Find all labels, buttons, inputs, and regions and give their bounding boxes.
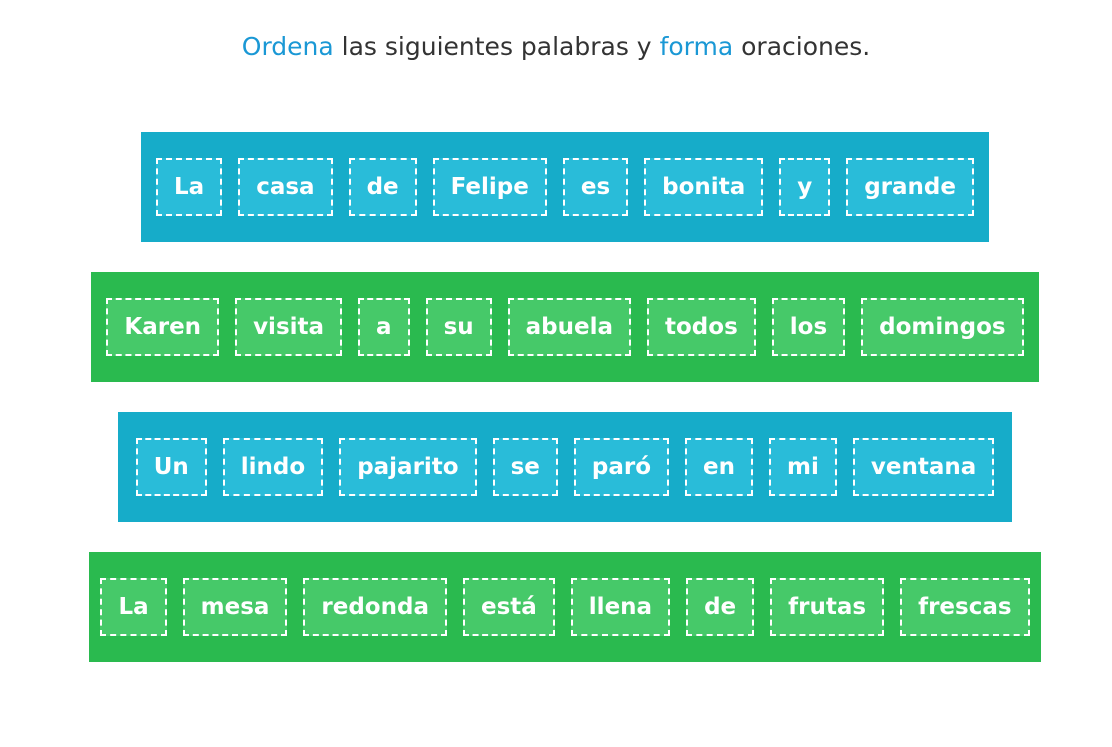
sentence-row-4	[89, 552, 1041, 662]
word-tile[interactable]: a	[358, 298, 410, 356]
instruction-keyword-ordena: Ordena	[241, 32, 334, 61]
word-tile[interactable]: Un	[136, 438, 207, 496]
word-tile[interactable]: redonda	[303, 578, 447, 636]
word-tile[interactable]: casa	[238, 158, 332, 216]
sentence-row-1	[141, 132, 989, 242]
word-tile[interactable]: es	[563, 158, 628, 216]
word-tile[interactable]: frutas	[770, 578, 884, 636]
word-tile[interactable]: pajarito	[339, 438, 476, 496]
word-tile[interactable]: grande	[846, 158, 974, 216]
word-tile[interactable]: Felipe	[433, 158, 547, 216]
instruction-text: las siguientes palabras y	[333, 32, 660, 61]
word-tile[interactable]: su	[426, 298, 492, 356]
sentence-row-2	[91, 272, 1039, 382]
word-tile[interactable]: todos	[647, 298, 756, 356]
instruction-text-end: oraciones.	[733, 32, 871, 61]
word-tile[interactable]: La	[156, 158, 222, 216]
word-tile[interactable]: domingos	[861, 298, 1023, 356]
word-tile[interactable]: de	[349, 158, 417, 216]
word-tile[interactable]: bonita	[644, 158, 763, 216]
word-tile[interactable]: Karen	[106, 298, 219, 356]
word-tile[interactable]: mesa	[183, 578, 288, 636]
word-tile[interactable]: se	[493, 438, 558, 496]
word-tile[interactable]: en	[685, 438, 753, 496]
instruction-title	[0, 32, 1112, 61]
word-tile[interactable]: de	[686, 578, 754, 636]
instruction-keyword-forma: forma	[659, 32, 734, 61]
sentence-row-3	[118, 412, 1012, 522]
word-tile[interactable]: abuela	[508, 298, 631, 356]
word-tile[interactable]: los	[772, 298, 845, 356]
word-tile[interactable]: mi	[769, 438, 837, 496]
word-tile[interactable]: lindo	[223, 438, 323, 496]
word-tile[interactable]: y	[779, 158, 830, 216]
word-tile[interactable]: visita	[235, 298, 342, 356]
word-tile[interactable]: llena	[571, 578, 670, 636]
word-tile[interactable]: ventana	[853, 438, 994, 496]
word-tile[interactable]: paró	[574, 438, 669, 496]
word-tile[interactable]: está	[463, 578, 555, 636]
word-tile[interactable]: frescas	[900, 578, 1029, 636]
word-tile[interactable]: La	[100, 578, 166, 636]
